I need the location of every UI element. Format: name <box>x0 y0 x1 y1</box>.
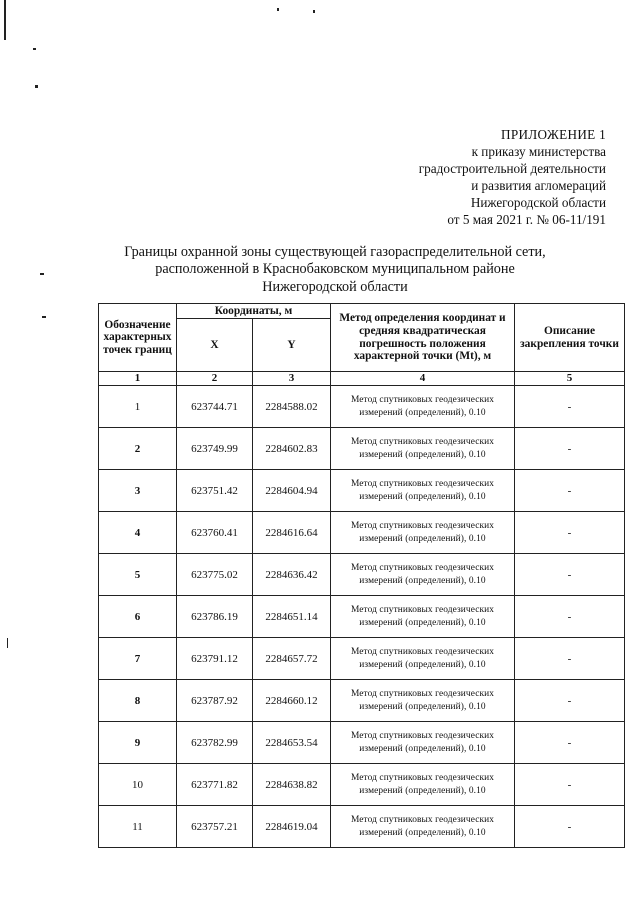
description-cell: - <box>515 806 625 848</box>
method-cell: Метод спутниковых геодезических измерений (определений), 0.10 <box>331 806 515 848</box>
header-coordinates: Координаты, м <box>177 304 331 319</box>
table-row <box>99 596 625 638</box>
appendix-line: и развития агломераций <box>471 178 606 193</box>
point-cell: 5 <box>99 554 177 596</box>
table-row <box>99 806 625 848</box>
y-coordinate-cell: 2284616.64 <box>253 512 331 554</box>
y-coordinate-cell: 2284619.04 <box>253 806 331 848</box>
column-number: 5 <box>515 372 625 386</box>
x-coordinate-cell: 623760.41 <box>177 512 253 554</box>
point-cell: 1 <box>99 386 177 428</box>
appendix-title: ПРИЛОЖЕНИЕ 1 <box>501 127 606 142</box>
appendix-header <box>306 126 606 228</box>
appendix-order-date: от 5 мая 2021 г. № 06-11/191 <box>447 212 606 227</box>
x-coordinate-cell: 623751.42 <box>177 470 253 512</box>
description-cell: - <box>515 680 625 722</box>
method-cell: Метод спутниковых геодезических измерений (определений), 0.10 <box>331 638 515 680</box>
table-row <box>99 428 625 470</box>
point-cell: 9 <box>99 722 177 764</box>
description-cell: - <box>515 428 625 470</box>
method-cell: Метод спутниковых геодезических измерений (определений), 0.10 <box>331 386 515 428</box>
point-cell: 6 <box>99 596 177 638</box>
table-row <box>99 470 625 512</box>
y-coordinate-cell: 2284638.82 <box>253 764 331 806</box>
table-row <box>99 638 625 680</box>
header-method: Метод определения координат и средняя квадратическая погрешность положения характерной точки (Mt), м <box>331 304 515 372</box>
scan-margin-line <box>7 638 8 648</box>
point-cell: 10 <box>99 764 177 806</box>
description-cell: - <box>515 512 625 554</box>
point-cell: 4 <box>99 512 177 554</box>
scan-speck <box>42 316 46 318</box>
y-coordinate-cell: 2284636.42 <box>253 554 331 596</box>
scan-speck <box>35 85 38 88</box>
column-number: 4 <box>331 372 515 386</box>
title-line: расположенной в Краснобаковском муниципальном районе <box>155 261 515 278</box>
point-cell: 3 <box>99 470 177 512</box>
description-cell: - <box>515 554 625 596</box>
x-coordinate-cell: 623786.19 <box>177 596 253 638</box>
method-cell: Метод спутниковых геодезических измерений (определений), 0.10 <box>331 722 515 764</box>
x-coordinate-cell: 623791.12 <box>177 638 253 680</box>
x-coordinate-cell: 623782.99 <box>177 722 253 764</box>
y-coordinate-cell: 2284653.54 <box>253 722 331 764</box>
title-line: Границы охранной зоны существующей газораспределительной сети, <box>124 244 546 260</box>
description-cell: - <box>515 386 625 428</box>
title-line: Нижегородской области <box>262 278 408 295</box>
header-y: Y <box>253 319 331 372</box>
x-coordinate-cell: 623787.92 <box>177 680 253 722</box>
point-cell: 11 <box>99 806 177 848</box>
x-coordinate-cell: 623749.99 <box>177 428 253 470</box>
description-cell: - <box>515 596 625 638</box>
x-coordinate-cell: 623744.71 <box>177 386 253 428</box>
table-row <box>99 554 625 596</box>
table-row <box>99 722 625 764</box>
method-cell: Метод спутниковых геодезических измерений (определений), 0.10 <box>331 554 515 596</box>
method-cell: Метод спутниковых геодезических измерений (определений), 0.10 <box>331 596 515 638</box>
point-cell: 7 <box>99 638 177 680</box>
y-coordinate-cell: 2284657.72 <box>253 638 331 680</box>
scan-speck <box>33 48 36 50</box>
method-cell: Метод спутниковых геодезических измерений (определений), 0.10 <box>331 680 515 722</box>
method-cell: Метод спутниковых геодезических измерений (определений), 0.10 <box>331 428 515 470</box>
point-cell: 2 <box>99 428 177 470</box>
table-row <box>99 680 625 722</box>
description-cell: - <box>515 764 625 806</box>
header-description: Описание закрепления точки <box>515 304 625 372</box>
column-number: 2 <box>177 372 253 386</box>
description-cell: - <box>515 722 625 764</box>
table-row <box>99 386 625 428</box>
scan-margin-line <box>4 0 6 40</box>
table-row <box>99 764 625 806</box>
y-coordinate-cell: 2284651.14 <box>253 596 331 638</box>
column-number: 3 <box>253 372 331 386</box>
header-designation: Обозначение характерных точек границ <box>99 304 177 372</box>
x-coordinate-cell: 623757.21 <box>177 806 253 848</box>
x-coordinate-cell: 623771.82 <box>177 764 253 806</box>
appendix-line: градостроительной деятельности <box>418 161 606 176</box>
appendix-line: Нижегородской области <box>470 195 606 210</box>
description-cell: - <box>515 470 625 512</box>
column-number: 1 <box>99 372 177 386</box>
y-coordinate-cell: 2284602.83 <box>253 428 331 470</box>
header-x: X <box>177 319 253 372</box>
description-cell: - <box>515 638 625 680</box>
x-coordinate-cell: 623775.02 <box>177 554 253 596</box>
method-cell: Метод спутниковых геодезических измерений (определений), 0.10 <box>331 470 515 512</box>
method-cell: Метод спутниковых геодезических измерений (определений), 0.10 <box>331 512 515 554</box>
scan-speck <box>277 8 279 11</box>
y-coordinate-cell: 2284660.12 <box>253 680 331 722</box>
y-coordinate-cell: 2284588.02 <box>253 386 331 428</box>
scan-speck <box>40 273 44 275</box>
document-title <box>80 244 590 296</box>
table-row <box>99 512 625 554</box>
method-cell: Метод спутниковых геодезических измерений (определений), 0.10 <box>331 764 515 806</box>
boundary-points-table <box>98 303 625 848</box>
scan-speck <box>313 10 315 13</box>
point-cell: 8 <box>99 680 177 722</box>
appendix-line: к приказу министерства <box>471 144 606 159</box>
y-coordinate-cell: 2284604.94 <box>253 470 331 512</box>
